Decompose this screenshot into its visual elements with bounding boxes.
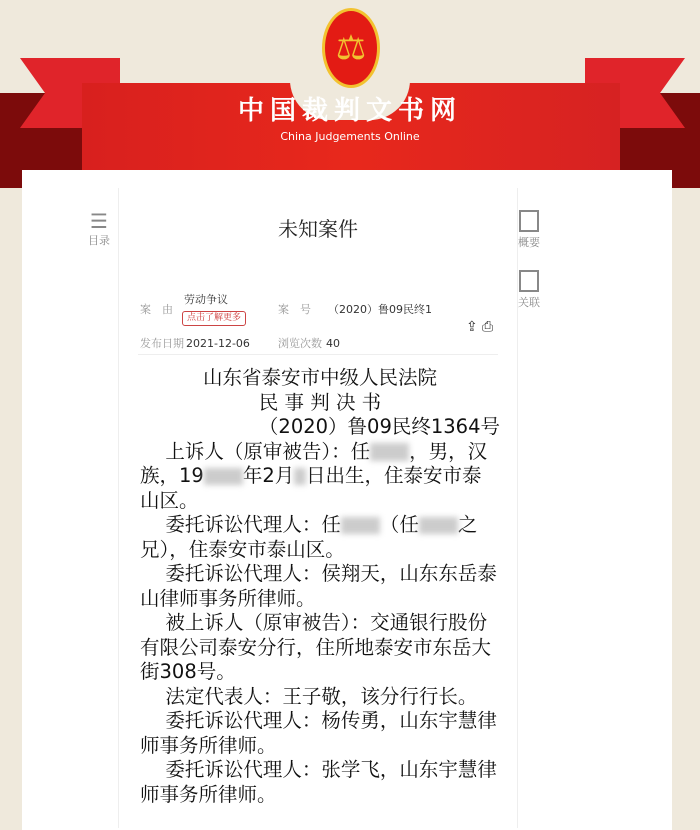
site-title: 中国裁判文书网: [237, 96, 462, 126]
list-icon: ☰: [90, 209, 108, 233]
judgment-text: [140, 366, 500, 807]
summary-label: 概要: [518, 236, 540, 249]
paragraph-text: 被上诉人（原审被告）：交通银行股份有限公司泰安分行，住所地泰安市东岳大街308号。: [140, 611, 492, 683]
site-banner: [0, 0, 700, 160]
views-value: 40: [326, 337, 340, 350]
paragraph-text: ，男，汉族，19: [140, 439, 488, 487]
toc-label: 目录: [88, 234, 110, 247]
paragraphs: [140, 440, 500, 808]
redacted-text: [341, 517, 380, 535]
court-emblem-icon: ⚖: [322, 8, 380, 88]
paragraph: [140, 611, 500, 685]
site-subtitle: China Judgements Online: [280, 130, 420, 143]
redacted-text: [370, 443, 409, 461]
case-number-value: （2020）鲁09民终1: [328, 303, 432, 316]
learn-more-button[interactable]: 点击了解更多: [182, 311, 246, 326]
cause-label: 案 由: [140, 303, 173, 316]
document-icon: [519, 270, 539, 292]
divider: [138, 354, 498, 355]
paragraph: [140, 685, 500, 710]
paragraph-text: 日出生，住泰安市泰山区。: [140, 464, 482, 512]
paragraph: [140, 440, 500, 514]
redacted-text: [419, 517, 458, 535]
paragraph-text: 委托诉讼代理人：张学飞，山东宇慧律师事务所律师。: [140, 758, 497, 806]
paragraph: [140, 758, 500, 807]
cause-value: 劳动争议: [184, 293, 228, 306]
print-icon[interactable]: ⎙: [482, 319, 494, 335]
related-label: 关联: [518, 296, 540, 309]
paragraph: [140, 709, 500, 758]
case-number-label: 案 号: [278, 303, 311, 316]
paragraph-text: 委托诉讼代理人：侯翔天，山东东岳泰山律师事务所律师。: [140, 562, 497, 610]
paragraph-text: 委托诉讼代理人：任: [165, 513, 341, 536]
views-label: 浏览次数: [278, 337, 322, 350]
download-icon[interactable]: ⇪: [466, 319, 478, 335]
case-title: 未知案件: [278, 217, 358, 241]
document-type: 民 事 判 决 书: [258, 390, 382, 414]
summary-button[interactable]: [518, 210, 540, 250]
redacted-text: [294, 468, 306, 486]
redacted-text: [204, 468, 243, 486]
court-name: 山东省泰安市中级人民法院: [202, 366, 437, 389]
paragraph-text: 委托诉讼代理人：杨传勇，山东宇慧律师事务所律师。: [140, 709, 497, 757]
toc-button[interactable]: [88, 210, 110, 248]
date-label: 发布日期: [140, 337, 184, 350]
paragraph-text: （任: [379, 513, 419, 536]
paragraph-text: 上诉人（原审被告）：任: [165, 439, 371, 463]
document-icon: [519, 210, 539, 232]
paragraph-text: 之兄），住泰安市泰山区。: [140, 513, 478, 561]
paragraph: [140, 562, 500, 611]
paragraph-text: 法定代表人：王子敬，该分行行长。: [165, 684, 478, 708]
date-value: 2021-12-06: [186, 337, 250, 350]
paragraph: [140, 513, 500, 562]
paragraph-text: 年2月: [242, 464, 295, 487]
document-number: （2020）鲁09民终1364号: [258, 415, 500, 438]
related-button[interactable]: [518, 270, 540, 310]
